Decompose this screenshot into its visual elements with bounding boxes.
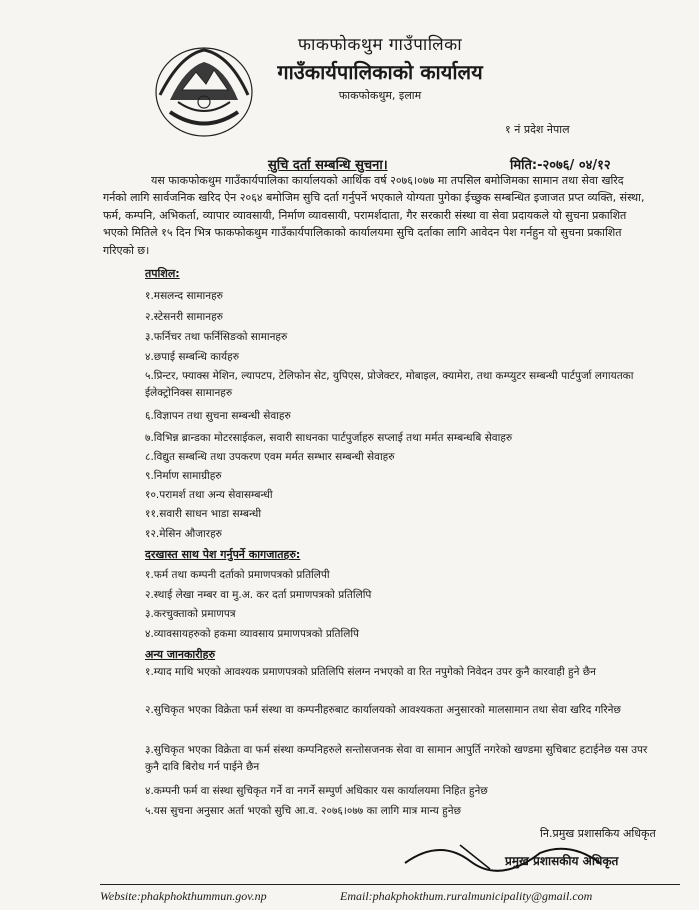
list-item: ५.प्रिन्टर, फ्याक्स मेशिन, ल्यापटप, टेलिफोन सेट, युपिएस, प्रोजेक्टर, मोबाइल, क्यामेरा, तथा कम्प्युटर सम्बन्धी पार्टपुर्जा लगायतका ईलेक्ट्रोनिक्स सामानहरु <box>145 370 634 399</box>
other-info-heading: अन्य जानकारीहरु <box>145 648 216 661</box>
list-item: ७.विभिन्न ब्रान्डका मोटरसाईकल, सवारी साधनका पार्टपुर्जाहरु सप्लाई तथा मर्मत सम्बन्धबि सेवाहरु <box>145 432 513 444</box>
list-item: २.सुचिकृत भएका विक्रेता फर्म संस्था वा कम्पनीहरुबाट कार्यालयको आवश्यकता अनुसारको मालसामान तथा सेवा खरिद गरिनेछ <box>145 704 621 716</box>
intro-paragraph: यस फाकफोकथुम गाउँकार्यपालिका कार्यालयको आर्थिक वर्ष २०७६।०७७ मा तपसिल बमोजिमका सामान तथा सेवा खरिद गर्नको लागि सार्वजनिक खरिद ऐन २०६४ बमोजिम सुचि दर्ता गर्नुपर्ने भएकाले योग्यता पुगेका ईच्छुक सम्बन्धित इजाजत प्रप्त व्यक्ति, संस्था, फर्म, कम्पनि, अभिकर्ता, व्यापार व्यावसायी, निर्माण व्यावसायी, परामर्शदाता, गैर सरकारी संस्था वा सेवा प्रदायकले यो सुचना प्रकाशित भएको मितिले १५ दिन भित्र फाकफोकथुम गाउँकार्यपालिकाको कार्यालयमा सुचि दर्ताका लागि आवेदन पेश गर्नहुन यो सुचना प्रकाशित गरिएको छ। <box>103 174 645 257</box>
list-item: १०.परामर्श तथा अन्य सेवासम्बन्धी <box>145 489 273 501</box>
list-item: ४.व्यावसायहरुको हकमा व्यावसाय प्रमाणपत्रको प्रतिलिपि <box>145 628 360 640</box>
details-heading: तपशिल: <box>145 267 180 280</box>
list-item: १.फर्म तथा कम्पनी दर्ताको प्रमाणपत्रको प्रतिलिपी <box>145 569 330 581</box>
office-name: गाउँकार्यपालिकाको कार्यालय <box>277 60 483 84</box>
list-item: १.म्याद माथि भएको आवश्यक प्रमाणपत्रको प्रतिलिपि संलग्न नभएको वा रित नपुगेको निवेदन उपर कुनै कारवाही हुने छैन <box>145 666 596 678</box>
province-label: १ नं प्रदेश नेपाल <box>505 123 570 136</box>
list-item: ९.निर्माण सामाग्रीहरु <box>145 470 222 482</box>
footer-website: Website:phakphokthummun.gov.np <box>100 889 267 903</box>
signatory-prefix: नि. <box>540 827 553 840</box>
office-address: फाकफोकथुम, इलाम <box>338 89 422 102</box>
list-item: ११.सवारी साधन भाडा सम्बन्धी <box>145 508 262 520</box>
list-item: ३.सुचिकृत भएका विक्रेता वा फर्म संस्था कम्पनिहरुले सन्तोसजनक सेवा वा सामान आपुर्ति नगरेको खण्डमा सुचिबाट हटाईनेछ यस उपर कुनै दावि बिरोध गर्न पाईने छैन <box>145 744 648 773</box>
list-item: ३.करचुक्ताको प्रमाणपत्र <box>145 608 236 620</box>
list-item: १.मसलन्द सामानहरु <box>145 290 223 302</box>
list-item: ६.विज्ञापन तथा सुचना सम्बन्धी सेवाहरु <box>145 410 291 422</box>
list-item: १२.मेसिन औजारहरु <box>145 528 222 540</box>
signatory-stamp-text: प्रमुख प्रशासकीय अधिकृत <box>505 854 619 868</box>
list-item: ५.यस सुचना अनुसार अर्ता भएको सुचि आ.व. २०७६।०७७ का लागि मात्र मान्य हुनेछ <box>145 805 461 817</box>
list-item: ८.विद्युत सम्बन्धि तथा उपकरण एवम मर्मत सम्भार सम्बन्धी सेवाहरु <box>145 451 395 463</box>
list-item: २.स्थाई लेखा नम्बर वा मु.अ. कर दर्ता प्रमाणपत्रको प्रतिलिपि <box>145 589 372 601</box>
notice-date: मिति:-२०७६/ ०४/१२ <box>510 158 611 173</box>
municipality-name: फाकफोकथुम गाउँपालिका <box>297 35 463 55</box>
footer-divider <box>100 884 680 885</box>
signatory-role: प्रमुख प्रशासकिय अधिकृत <box>552 827 656 840</box>
list-item: ४.छपाई सम्बन्धि कार्यहरु <box>145 351 239 363</box>
footer-email: Email:phakphokthum.ruralmunicipality@gmail.com <box>340 889 593 903</box>
list-item: ३.फर्निचर तथा फर्निसिङको सामानहरु <box>145 331 288 343</box>
notice-title: सुचि दर्ता सम्बन्धि सुचना। <box>268 158 388 173</box>
list-item: २.स्टेसनरी सामानहरु <box>145 311 223 323</box>
list-item: ४.कम्पनी फर्म वा संस्था सुचिकृत गर्ने वा नगर्ने सम्पुर्ण अधिकार यस कार्यालयमा निहित हुनेछ <box>145 785 488 797</box>
documents-heading: दरखास्त साथ पेश गर्नुपर्ने कागजातहरु: <box>145 548 301 561</box>
nepal-emblem-icon <box>150 40 258 140</box>
